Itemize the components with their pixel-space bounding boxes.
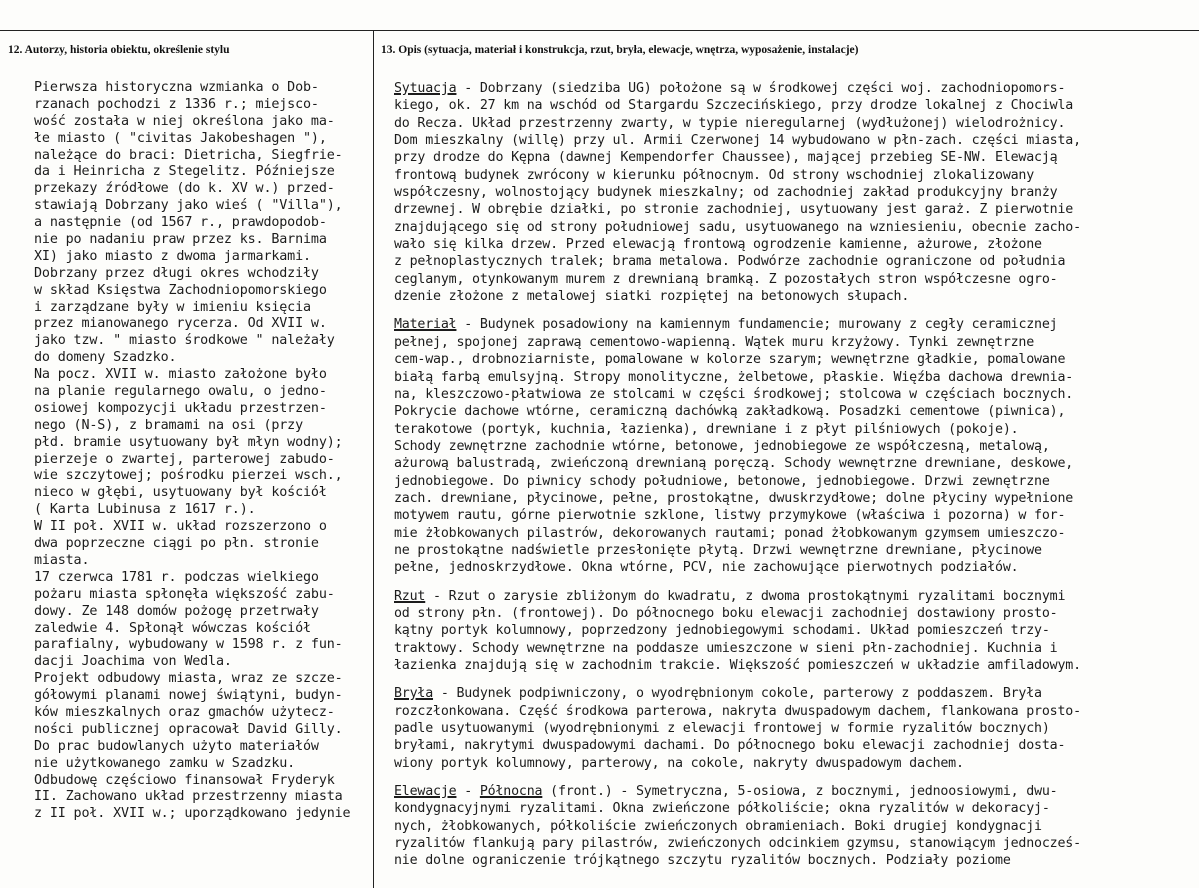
history-text-line: 17 czerwca 1781 r. podczas wielkiego — [34, 569, 319, 585]
description-text-line: wiony portyk kolumnowy, parterowy, na cokole, nakryty dwuspadowym dachem. — [394, 755, 964, 771]
history-text-line: a następnie (od 1567 r., prawdopodob- — [34, 215, 327, 231]
description-text-line: z pełnoplastycznych tralek; brama metalowa. Podwórze zachodnie ograniczone od południa — [394, 254, 1066, 270]
section-gap — [394, 305, 1194, 316]
description-text-line: bryłami, nakrytymi dwuspadowymi dachami. Do północnego boku elewacji zachodniej dosta- — [394, 738, 1066, 754]
section-first-line-text: - Budynek posadowiony na kamiennym fundamencie; murowany z cegły ceramicznej — [456, 317, 1058, 333]
history-text-line: i zarządzane były w imieniu księcia — [34, 299, 311, 315]
top-rule — [0, 30, 1199, 31]
section-subtitle: Północna — [479, 784, 543, 800]
description-text-line: ryzalitów flankują pary pilastrów, zwieńczonych odcinkiem gzymsu, stanowiącym jednocześ- — [394, 836, 1081, 852]
history-text-line: płd. bramie usytuowany był młyn wodny); — [34, 434, 343, 450]
description-text-line — [394, 316, 1194, 333]
history-text-line: Dobrzany przez długi okres wchodziły — [34, 265, 319, 281]
history-text-line: należące do braci: Dietricha, Siegfrie- — [34, 147, 343, 163]
history-text-line: Do prac budowlanych użyto materiałów — [34, 738, 319, 754]
history-text-line: nie użytkowanego zamku w Szadzku. — [34, 755, 296, 771]
history-text-line: dowy. Ze 148 domów pożogę przetrwały — [34, 603, 319, 619]
history-text-line: rzanach pochodzi z 1336 r.; miejsco- — [34, 96, 319, 112]
history-text-line: z II poł. XVII w.; uporządkowano jedynie — [34, 806, 351, 822]
history-text-line: ków mieszkalnych oraz gmachów użytecz- — [34, 704, 335, 720]
history-text-line: na planie regularnego owalu, o jedno- — [34, 384, 327, 400]
description-text-line: łazienka znajdują się w zachodnim trakcie. Większość pomieszczeń w układzie amfiladowym. — [394, 658, 1081, 673]
description-text-line: współczesny, wolnostojący budynek mieszkalny; od zachodniej zakład produkcyjny branży — [394, 185, 1058, 201]
section-title: Bryła — [394, 686, 434, 702]
history-text-line: W II poł. XVII w. układ rozszerzono o — [34, 519, 327, 535]
description-text-line: kiego, ok. 27 km na wschód od Stargardu Szczecińskiego, przy drodze lokalnej z Chociwla — [394, 98, 1074, 114]
description-text-line — [394, 80, 1194, 97]
history-text-line: gółowymi planami nowej świątyni, budyn- — [34, 688, 343, 704]
description-text-line: przy drodze do Kępna (dawnej Kempendorfer Chaussee), mającej przebieg SE-NW. Elewacją — [394, 150, 1058, 166]
history-text-line: dwa poprzeczne ciągi po płn. stronie — [34, 536, 319, 552]
history-text-line: dacji Joachima von Wedla. — [34, 654, 232, 670]
section-first-line-text: - Budynek podpiwniczony, o wyodrębnionym cokole, parterowy z poddaszem. Bryła — [433, 686, 1042, 702]
section-first-line-text: - Rzut o zarysie zbliżonym do kwadratu, z dwoma prostokątnymi ryzalitami bocznymi — [425, 588, 1066, 604]
description-text-line: znajdującego się od strony południowej sadu, usytuowanego na wzniesieniu, obecnie zacho- — [394, 219, 1081, 235]
description-text-line: Pokrycie dachowe wtórne, ceramiczną dachówką zakładkową. Posadzki cementowe (piwnica), — [394, 404, 1066, 420]
description-text-line: ażurową balustradą, zwieńczoną drewnianą poręczą. Schody wewnętrzne drewniane, deskowe, — [394, 456, 1074, 472]
description-text-line: frontową budynek zwrócony w kierunku północnym. Od strony wschodniej zlokalizowany — [394, 167, 1035, 183]
description-text-line: Dom mieszkalny (willę) przy ul. Armii Czerwonej 14 wybudowano w płn-zach. części miasta, — [394, 133, 1081, 149]
history-column — [34, 80, 370, 823]
description-text-line: pełne, jednoskrzydłowe. Okna wtórne, PCV, nie zachowujące pierwotnych podziałów. — [394, 560, 1019, 576]
history-text-line: łe miasto ( "civitas Jakobeshagen "), — [34, 130, 327, 146]
history-text-line: wość została w niej określona jako ma- — [34, 113, 335, 129]
history-text-line: przez mianowanego rycerza. Od XVII w. — [34, 316, 327, 332]
history-text-line: miasta. — [34, 552, 90, 568]
description-text-line: traktowy. Schody wewnętrzne na poddasze umieszczone w sieni płn-zachodniej. Kuchnia i — [394, 640, 1058, 656]
history-text-line: II. Zachowano układ przestrzenny miasta — [34, 789, 343, 805]
section-gap — [394, 577, 1194, 588]
description-text-line — [394, 685, 1194, 702]
history-text-line: da i Heinricha z Stegelitz. Późniejsze — [34, 164, 335, 180]
description-text-line: jednobiegowe. Do piwnicy schody południowe, betonowe, jednobiegowe. Drzwi zewnętrzne — [394, 473, 1050, 489]
description-text-line: dzenie złożone z metalowej siatki rozpiętej na betonowych słupach. — [394, 289, 910, 305]
history-text-line: pożaru miasta spłonęła większość zabu- — [34, 586, 335, 602]
description-text-line: wało się kilka drzew. Przed elewacją frontową ogrodzenie kamienne, ażurowe, złożone — [394, 237, 1042, 253]
description-text-line — [394, 588, 1194, 605]
history-text-line: wie szczytowej; pośrodku pierzei wsch., — [34, 468, 343, 484]
description-text-line: Schody zewnętrzne zachodnie wtórne, betonowe, jednobiegowe ze współczesną, metalową, — [394, 438, 1050, 454]
history-text-line: pierzeje o zwartej, parterowej zabudo- — [34, 451, 335, 467]
section-first-line-text: - Dobrzany (siedziba UG) położone są w środkowej części woj. zachodniopomors- — [456, 81, 1066, 96]
description-text-line: terakotowe (portyk, kuchnia, łazienka), drewniane i z płyt pilśniowych (pokoje). — [394, 421, 1019, 437]
description-text-line: do Recza. Układ przestrzenny zwarty, w typie nieregularnej (wydłużonej) wielodrożnicy. — [394, 115, 1066, 131]
description-text-line: nie dolne ograniczenie trójkątnego szczytu ryzalitów bocznych. Podziały poziome — [394, 853, 1011, 869]
section-title: Materiał — [394, 317, 457, 333]
section-title: Elewacje — [394, 784, 457, 800]
column-divider — [373, 30, 374, 888]
section-gap — [394, 674, 1194, 685]
description-text-line: Elewacje - Północna (front.) - Symetryczna, 5-osiowa, z bocznymi, jednoosiowymi, dwu- — [394, 784, 1058, 800]
description-text-line: na, kleszczowo-płatwiowa ze stolcami w części środkowej; stolcowa w częściach bocznych. — [394, 386, 1074, 402]
description-text-line: ne prostokątne nadświetle przesłonięte płytą. Drzwi wewnętrzne drewniane, płycinowe — [394, 542, 1042, 558]
description-text-line: kondygnacyjnymi ryzalitami. Okna zwieńczone półkoliście; okna ryzalitów w dekoracyj- — [394, 801, 1050, 817]
description-text-line: pełnej, spojonej zaprawą cementowo-wapienną. Wątek muru krzyżowy. Tynki zewnętrzne — [394, 334, 1035, 350]
history-text-line: Na pocz. XVII w. miasto założone było — [34, 367, 327, 383]
description-text-line: motywem rautu, górne pierwotnie szklone, listwy przymykowe (właściwa i pozorna) w for- — [394, 508, 1066, 524]
description-text-line: drzewnej. W obrębie działki, po stronie zachodniej, usytuowany jest garaż. Z pierwotnie — [394, 202, 1074, 218]
history-text-line: stawiają Dobrzany jako wieś ( "Villa"), — [34, 198, 343, 214]
history-text-line: Projekt odbudowy miasta, wraz ze szcze- — [34, 671, 343, 687]
history-text-line: jako tzw. " miasto środkowe " należały — [34, 333, 335, 349]
description-text-line: rozczłonkowana. Część środkowa parterowa, nakryta dwuspadowym dachem, flankowana prosto- — [394, 703, 1081, 719]
history-text-line: XI) jako miasto z dwoma jarmarkami. — [34, 248, 311, 264]
history-text-line: w skład Księstwa Zachodniopomorskiego — [34, 282, 327, 298]
description-text-line: cem-wap., drobnoziarniste, pomalowane w kolorze szarym; wewnętrzne gładkie, pomalowane — [394, 352, 1066, 368]
history-text-line: parafialny, wybudowany w 1598 r. z fun- — [34, 637, 343, 653]
history-text-line: osiowej kompozycji układu przestrzen- — [34, 400, 327, 416]
description-text-line: zach. drewniane, płycinowe, pełne, prostokątne, dwuskrzydłowe; dolne płyciny wypełnione — [394, 490, 1074, 506]
description-text-line: od strony płn. (frontowej). Do północnego boku elewacji zachodniej dostawiony prosto- — [394, 605, 1058, 621]
section-title: Sytuacja — [394, 81, 457, 96]
description-text-line: białą farbą emulsyjną. Stropy monolityczne, żelbetowe, płaskie. Więźba dachowa drewnia- — [394, 369, 1074, 385]
description-text-line: mie żłobkowanych pilastrów, dekorowanych rautami; ponad żłobkowanym gzymsem umieszczo- — [394, 525, 1066, 541]
section-title: Rzut — [394, 588, 426, 604]
history-text-line: Odbudowę częściowo finansował Fryderyk — [34, 772, 335, 788]
section-13-header: 13. Opis (sytuacja, materiał i konstrukcja, rzut, bryła, elewacje, wnętrza, wyposażenie, instalacje) — [381, 44, 859, 56]
section-first-line-text: (front.) - Symetryczna, 5-osiowa, z bocznymi, jednoosiowymi, dwu- — [542, 784, 1058, 800]
section-12-header: 12. Autorzy, historia obiektu, określenie stylu — [8, 44, 230, 56]
history-text-line: ności publicznej opracował David Gilly. — [34, 721, 343, 737]
history-text-line: przekazy źródłowe (do k. XV w.) przed- — [34, 181, 335, 197]
description-text-line: kątny portyk kolumnowy, poprzedzony jednobiegowymi schodami. Układ pomieszczeń trzy- — [394, 623, 1050, 639]
section-gap — [394, 772, 1194, 783]
history-text-line: do domeny Szadzko. — [34, 350, 177, 366]
description-column — [394, 80, 1194, 870]
description-text-line: nych, żłobkowanych, półkoliście zwieńczonych obramieniach. Boki drugiej kondygnacji — [394, 818, 1042, 834]
history-text-line: ( Karta Lubinusa z 1617 r.). — [34, 502, 256, 518]
description-text-line: padle usytuowanymi (wyodrębnionymi z elewacji frontowej w formie ryzalitów bocznych) — [394, 721, 1050, 737]
history-text-line: zaledwie 4. Spłonął wówczas kościół — [34, 620, 311, 636]
history-text-line: nego (N-S), z bramami na osi (przy — [34, 417, 304, 433]
history-text-line: nie po nadaniu praw przez ks. Barnima — [34, 232, 327, 248]
description-text-line: ceglanym, otynkowanym murem z drewnianą bramką. Z pozostałych stron współczesne ogro- — [394, 271, 1058, 287]
history-text-line: nieco w głębi, usytuowany był kościół — [34, 485, 327, 501]
history-text-line: Pierwsza historyczna wzmianka o Dob- — [34, 80, 319, 95]
